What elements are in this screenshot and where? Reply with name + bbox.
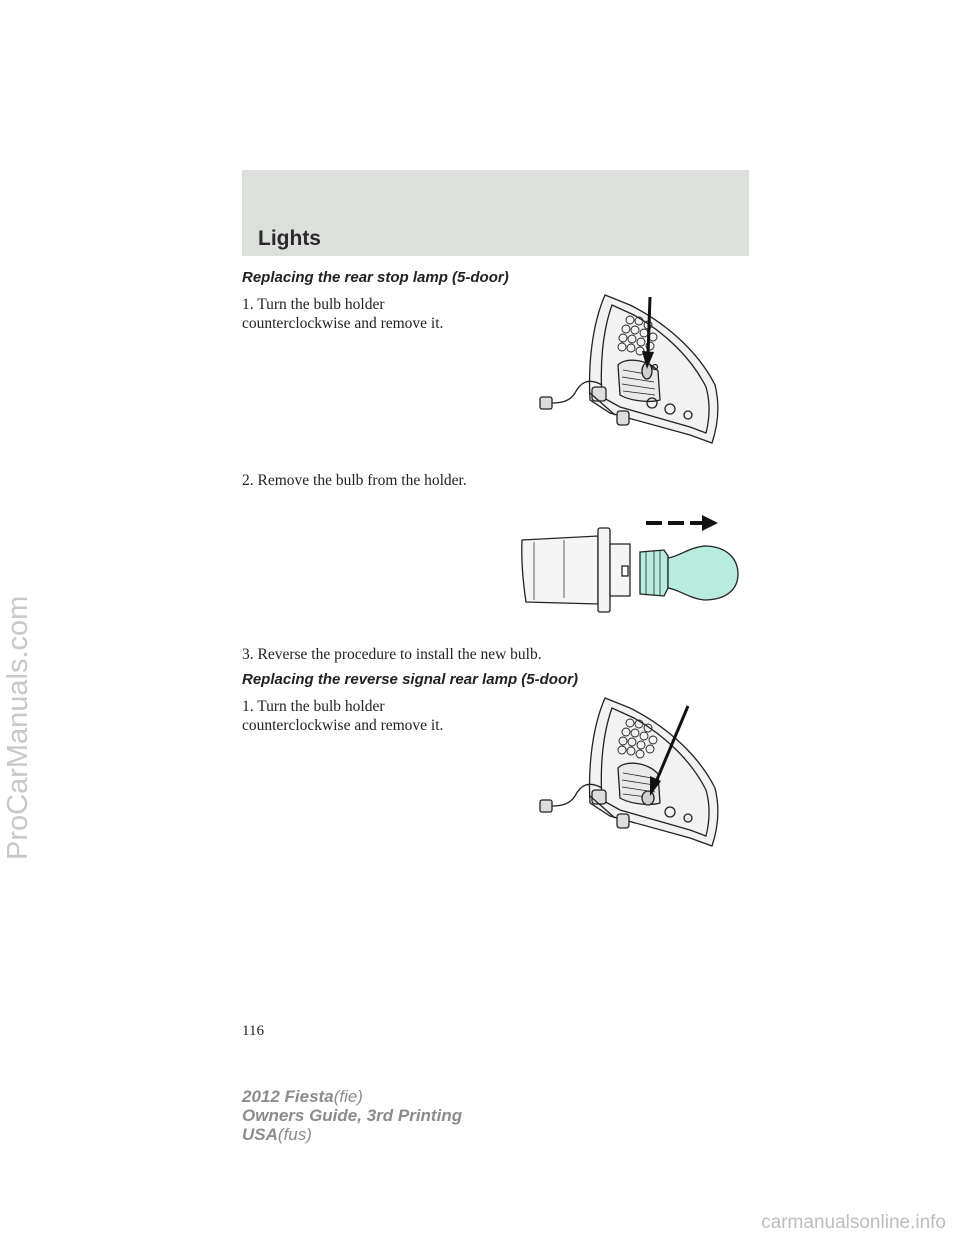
reverse-lamp-step1 [242,697,443,735]
footer-market: USA [242,1125,278,1144]
bottom-watermark: carmanualsonline.info [761,1212,946,1233]
footer-model: 2012 Fiesta [242,1087,334,1106]
footer-market-code: (fus) [277,1125,312,1144]
side-watermark [2,595,46,870]
step1-line1: 1. Turn the bulb holder [242,698,385,715]
footer-model-code: (fie) [333,1087,363,1106]
footer-guide: Owners Guide, 3rd Printing [242,1106,463,1125]
step1-line2: counterclockwise and remove it. [242,717,444,734]
section-title: Lights [258,227,321,250]
page-number: 116 [242,1023,264,1039]
step1-line1: 1. Turn the bulb holder [242,296,385,313]
reverse-lamp-heading: Replacing the reverse signal rear lamp (5-door) [242,671,578,688]
step1-line2: counterclockwise and remove it. [242,315,444,332]
side-watermark-text: ProCarManuals.com [2,595,34,860]
stop-lamp-step2: 2. Remove the bulb from the holder. [242,472,467,489]
stop-lamp-step3: 3. Reverse the procedure to install the new bulb. [242,646,542,663]
stop-lamp-step1 [242,295,443,333]
stop-lamp-illustration [530,285,725,460]
stop-lamp-heading: Replacing the rear stop lamp (5-door) [242,269,509,286]
document-footer [242,1087,462,1144]
bulb-removal-illustration [518,512,750,620]
section-header-band [242,170,749,256]
reverse-lamp-illustration [530,688,725,863]
